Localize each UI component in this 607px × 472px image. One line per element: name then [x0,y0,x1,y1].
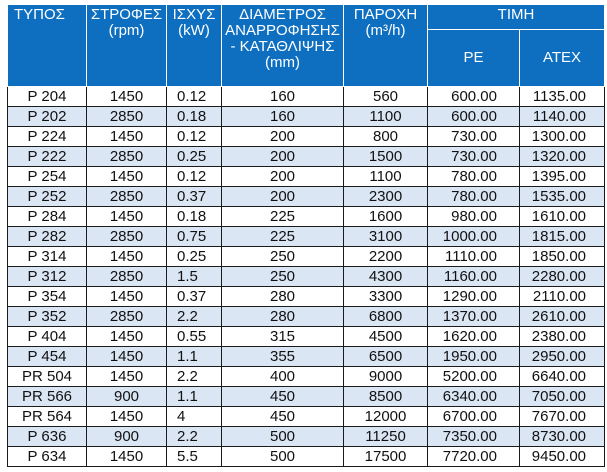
cell-type: P 634 [8,447,87,467]
cell-power: 0.12 [167,127,222,147]
cell-price-atex: 1135.00 [520,87,605,107]
cell-rpm: 1450 [87,367,167,387]
cell-diameter: 200 [222,167,344,187]
cell-diameter: 250 [222,247,344,267]
cell-price-pe: 7720.00 [428,447,520,467]
cell-diameter: 280 [222,287,344,307]
cell-flow: 11250 [344,427,428,447]
cell-type: P 284 [8,207,87,227]
cell-diameter: 500 [222,447,344,467]
cell-price-atex: 2110.00 [520,287,605,307]
cell-price-atex: 2380.00 [520,327,605,347]
cell-rpm: 1450 [87,247,167,267]
cell-rpm: 1450 [87,167,167,187]
cell-price-atex: 1320.00 [520,147,605,167]
table-row [8,127,605,147]
cell-power: 0.37 [167,187,222,207]
cell-diameter: 315 [222,327,344,347]
table-row [8,307,605,327]
cell-rpm: 1450 [87,447,167,467]
cell-price-atex: 2950.00 [520,347,605,367]
cell-power: 0.18 [167,207,222,227]
cell-power: 1.1 [167,387,222,407]
cell-type: P 222 [8,147,87,167]
cell-rpm: 1450 [87,127,167,147]
table-row [8,287,605,307]
cell-rpm: 1450 [87,347,167,367]
cell-rpm: 1450 [87,287,167,307]
cell-price-atex: 8730.00 [520,427,605,447]
cell-price-atex: 1140.00 [520,107,605,127]
cell-diameter: 225 [222,207,344,227]
cell-diameter: 200 [222,127,344,147]
cell-price-pe: 780.00 [428,167,520,187]
table-row [8,247,605,267]
cell-flow: 800 [344,127,428,147]
cell-flow: 6500 [344,347,428,367]
cell-flow: 4500 [344,327,428,347]
cell-price-pe: 6340.00 [428,387,520,407]
cell-power: 1.1 [167,347,222,367]
table-row [8,187,605,207]
cell-type: P 202 [8,107,87,127]
cell-power: 2.2 [167,307,222,327]
cell-flow: 6800 [344,307,428,327]
cell-power: 0.75 [167,227,222,247]
cell-power: 0.18 [167,107,222,127]
cell-flow: 3100 [344,227,428,247]
cell-diameter: 400 [222,367,344,387]
table-row [8,407,605,427]
cell-price-pe: 780.00 [428,187,520,207]
cell-price-pe: 1950.00 [428,347,520,367]
cell-rpm: 2850 [87,107,167,127]
cell-type: P 314 [8,247,87,267]
table-body [8,87,605,467]
cell-power: 0.12 [167,167,222,187]
table-row [8,147,605,167]
cell-rpm: 2850 [87,147,167,167]
cell-power: 5.5 [167,447,222,467]
cell-type: P 224 [8,127,87,147]
cell-price-atex: 1610.00 [520,207,605,227]
header-flow: ΠΑΡΟΧΗ (m³/h) [344,5,428,87]
cell-power: 0.55 [167,327,222,347]
cell-price-atex: 7670.00 [520,407,605,427]
cell-rpm: 2850 [87,307,167,327]
cell-diameter: 225 [222,227,344,247]
cell-price-pe: 730.00 [428,127,520,147]
cell-price-atex: 1395.00 [520,167,605,187]
cell-flow: 1500 [344,147,428,167]
cell-power: 4 [167,407,222,427]
header-diameter: ΔΙΑΜΕΤΡΟΣ ΑΝΑΡΡΟΦΗΣΗΣ - ΚΑΤΑΘΛΙΨΗΣ (mm) [222,5,344,87]
table-row [8,107,605,127]
cell-type: PR 566 [8,387,87,407]
cell-diameter: 355 [222,347,344,367]
table-row [8,367,605,387]
cell-flow: 1600 [344,207,428,227]
cell-price-pe: 7350.00 [428,427,520,447]
cell-flow: 9000 [344,367,428,387]
table-row [8,87,605,107]
cell-price-pe: 1620.00 [428,327,520,347]
cell-rpm: 1450 [87,87,167,107]
cell-price-pe: 1000.00 [428,227,520,247]
cell-flow: 560 [344,87,428,107]
cell-flow: 1100 [344,167,428,187]
cell-diameter: 200 [222,187,344,207]
price-table [7,4,605,467]
cell-diameter: 450 [222,407,344,427]
cell-flow: 2200 [344,247,428,267]
cell-type: P 404 [8,327,87,347]
header-type: ΤΥΠΟΣ [8,5,87,87]
cell-flow: 12000 [344,407,428,427]
cell-price-pe: 730.00 [428,147,520,167]
cell-diameter: 280 [222,307,344,327]
cell-rpm: 2850 [87,227,167,247]
cell-diameter: 500 [222,427,344,447]
cell-rpm: 900 [87,427,167,447]
table-header [8,5,605,87]
table-row [8,167,605,187]
cell-price-atex: 2280.00 [520,267,605,287]
table-row [8,347,605,367]
table-row [8,427,605,447]
cell-rpm: 1450 [87,407,167,427]
cell-type: PR 564 [8,407,87,427]
header-price-pe: PE [428,30,520,87]
cell-rpm: 2850 [87,267,167,287]
cell-diameter: 200 [222,147,344,167]
cell-rpm: 1450 [87,327,167,347]
cell-power: 0.12 [167,87,222,107]
cell-flow: 8500 [344,387,428,407]
cell-diameter: 160 [222,107,344,127]
header-rpm: ΣΤΡΟΦΕΣ (rpm) [87,5,167,87]
cell-price-pe: 6700.00 [428,407,520,427]
table-row [8,267,605,287]
cell-price-atex: 2610.00 [520,307,605,327]
cell-price-atex: 1535.00 [520,187,605,207]
cell-type: P 204 [8,87,87,107]
cell-price-atex: 6640.00 [520,367,605,387]
cell-price-atex: 1815.00 [520,227,605,247]
cell-rpm: 1450 [87,207,167,227]
cell-price-atex: 1300.00 [520,127,605,147]
cell-type: P 312 [8,267,87,287]
cell-diameter: 250 [222,267,344,287]
cell-power: 0.37 [167,287,222,307]
cell-price-atex: 9450.00 [520,447,605,467]
cell-power: 0.25 [167,147,222,167]
cell-price-pe: 5200.00 [428,367,520,387]
table-row [8,327,605,347]
cell-type: P 252 [8,187,87,207]
cell-power: 0.25 [167,247,222,267]
cell-price-atex: 1850.00 [520,247,605,267]
table-row [8,387,605,407]
cell-type: P 282 [8,227,87,247]
cell-rpm: 2850 [87,187,167,207]
cell-price-pe: 1370.00 [428,307,520,327]
cell-rpm: 900 [87,387,167,407]
cell-type: P 352 [8,307,87,327]
cell-price-pe: 1290.00 [428,287,520,307]
cell-price-pe: 600.00 [428,87,520,107]
cell-power: 1.5 [167,267,222,287]
cell-price-pe: 600.00 [428,107,520,127]
cell-diameter: 160 [222,87,344,107]
cell-type: P 354 [8,287,87,307]
cell-flow: 3300 [344,287,428,307]
cell-flow: 17500 [344,447,428,467]
cell-price-pe: 980.00 [428,207,520,227]
cell-type: PR 504 [8,367,87,387]
cell-type: P 254 [8,167,87,187]
table-row [8,447,605,467]
cell-type: P 636 [8,427,87,447]
cell-flow: 2300 [344,187,428,207]
cell-flow: 1100 [344,107,428,127]
cell-type: P 454 [8,347,87,367]
cell-diameter: 450 [222,387,344,407]
header-power: ΙΣΧΥΣ (kW) [167,5,222,87]
cell-price-pe: 1160.00 [428,267,520,287]
cell-price-pe: 1110.00 [428,247,520,267]
cell-power: 2.2 [167,427,222,447]
cell-flow: 4300 [344,267,428,287]
cell-price-atex: 7050.00 [520,387,605,407]
header-price: ΤΙΜΗ [428,5,605,30]
cell-power: 2.2 [167,367,222,387]
table-row [8,207,605,227]
table-row [8,227,605,247]
header-price-atex: ATEX [520,30,605,87]
